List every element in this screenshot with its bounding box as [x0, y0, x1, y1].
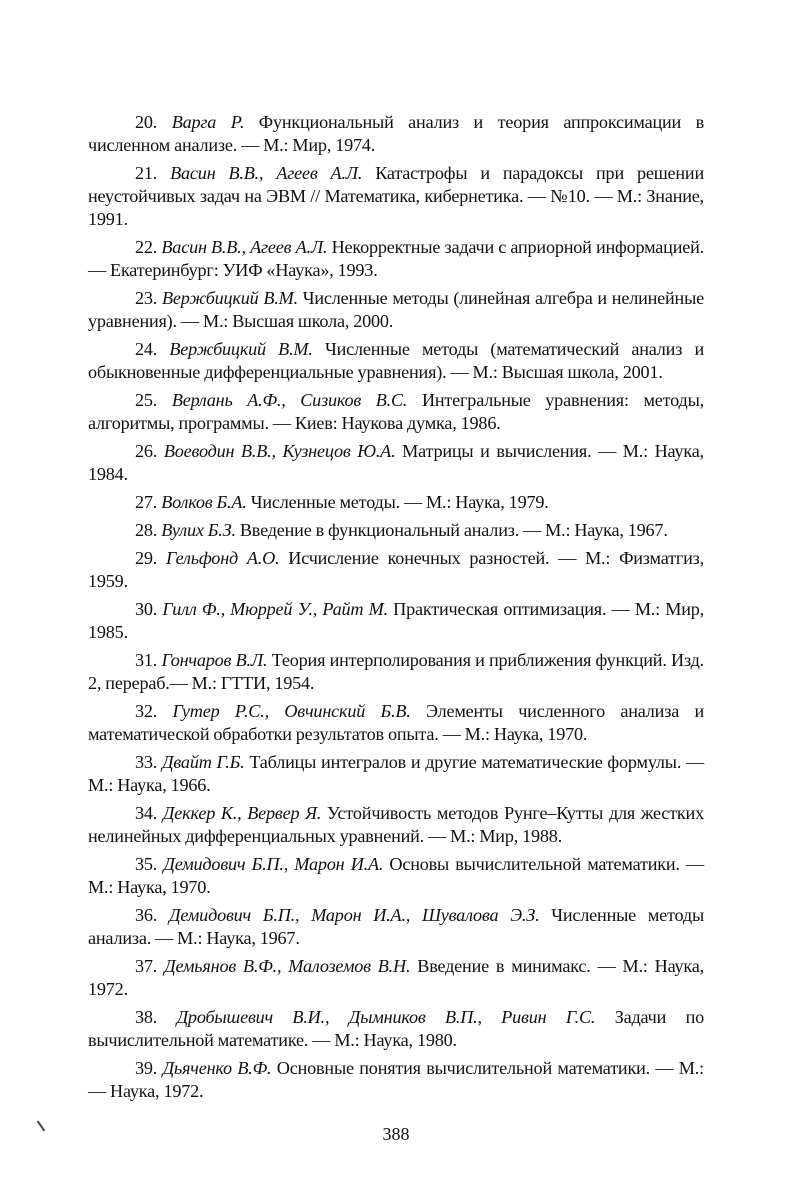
entry-text: Введение в функциональный анализ. — М.: Наука, 1967.	[235, 520, 668, 540]
entry-number: 21.	[135, 163, 158, 183]
entry-author: Васин В.В., Агеев А.Л.	[170, 163, 363, 183]
bibliography-entry-39	[88, 1057, 704, 1103]
entry-author: Вулих Б.З.	[161, 520, 236, 540]
entry-text: Основы вычислительной математики. — М.: Наука, 1970.	[88, 854, 704, 897]
entry-author: Гончаров В.Л.	[161, 650, 268, 670]
bibliography-entry-32	[88, 700, 704, 746]
entry-author: Волков Б.А.	[161, 492, 247, 512]
entry-text: Исчисление конечных разностей. — М.: Физматгиз, 1959.	[88, 548, 704, 591]
entry-text: Практическая оптимизация. — М.: Мир, 1985.	[88, 599, 704, 642]
bibliography-entry-22	[88, 236, 704, 282]
entry-text: Функциональный анализ и теория аппроксимации в численном анализе. — М.: Мир, 1974.	[88, 112, 705, 155]
bibliography-entry-21	[88, 162, 704, 231]
entry-author: Вержбицкий В.М.	[169, 339, 313, 359]
entry-author: Двайт Г.Б.	[161, 752, 245, 772]
entry-number: 39.	[135, 1058, 158, 1078]
entry-number: 35.	[135, 854, 158, 874]
entry-author: Гутер Р.С., Овчинский Б.В.	[172, 701, 411, 721]
entry-text: Введение в минимакс. — М.: Наука, 1972.	[88, 956, 704, 999]
entry-number: 34.	[135, 803, 158, 823]
entry-text: Основные понятия вычислительной математики. — М.: — Наука, 1972.	[88, 1058, 704, 1101]
bibliography-entry-29	[88, 547, 704, 593]
bibliography-entry-31	[88, 649, 704, 695]
entry-number: 37.	[135, 956, 158, 976]
entry-number: 28.	[135, 520, 158, 540]
entry-number: 26.	[135, 441, 158, 461]
entry-number: 29.	[135, 548, 158, 568]
bibliography-entry-25	[88, 389, 704, 435]
entry-text: Катастрофы и парадоксы при решении неустойчивых задач на ЭВМ // Математика, кибернетика. — №10. — М.: Знание, 1991.	[88, 163, 704, 229]
entry-number: 31.	[135, 650, 158, 670]
entry-number: 33.	[135, 752, 158, 772]
entry-author: Варга Р.	[171, 112, 245, 132]
entry-author: Дробышевич В.И., Дымников В.П., Ривин Г.С.	[176, 1007, 596, 1027]
bibliography-entry-30	[88, 598, 704, 644]
bibliography-list	[88, 111, 704, 1103]
entry-number: 36.	[135, 905, 158, 925]
entry-number: 25.	[135, 390, 158, 410]
entry-number: 24.	[135, 339, 158, 359]
entry-author: Гельфонд А.О.	[166, 548, 280, 568]
entry-text: Численные методы (линейная алгебра и нелинейные уравнения). — М.: Высшая школа, 2000.	[88, 288, 704, 331]
bibliography-entry-34	[88, 802, 704, 848]
entry-number: 32.	[135, 701, 158, 721]
entry-author: Васин В.В., Агеев А.Л.	[161, 237, 328, 257]
entry-number: 38.	[135, 1007, 158, 1027]
entry-number: 23.	[135, 288, 158, 308]
entry-number: 30.	[135, 599, 158, 619]
bibliography-entry-20	[88, 111, 704, 157]
bibliography-entry-35	[88, 853, 704, 899]
entry-text: Численные методы анализа. — М.: Наука, 1967.	[88, 905, 704, 948]
entry-author: Верлань А.Ф., Сизиков В.С.	[171, 390, 408, 410]
bibliography-entry-23	[88, 287, 704, 333]
entry-author: Воеводин В.В., Кузнецов Ю.А.	[163, 441, 396, 461]
entry-author: Гилл Ф., Мюррей У., Райт М.	[162, 599, 388, 619]
entry-number: 20.	[135, 112, 158, 132]
bibliography-entry-24	[88, 338, 704, 384]
entry-number: 22.	[135, 237, 158, 257]
entry-author: Демьянов В.Ф., Малоземов В.Н.	[164, 956, 411, 976]
entry-author: Демидович Б.П., Марон И.А.	[163, 854, 384, 874]
entry-text: Некорректные задачи с априорной информацией. — Екатеринбург: УИФ «Наука», 1993.	[88, 237, 704, 280]
bibliography-entry-26	[88, 440, 704, 486]
bibliography-entry-33	[88, 751, 704, 797]
page-number: 388	[382, 1124, 410, 1144]
entry-text: Устойчивость методов Рунге–Кутты для жестких нелинейных дифференциальных уравнений. — М.: Мир, 1988.	[88, 803, 704, 846]
entry-number: 27.	[135, 492, 158, 512]
entry-text: Численные методы (математический анализ и обыкновенные дифференциальные уравнения). — М.: Высшая школа, 2001.	[88, 339, 704, 382]
bibliography-entry-27	[88, 491, 704, 514]
bibliography-entry-36	[88, 904, 704, 950]
bibliography-entry-28	[88, 519, 704, 542]
entry-text: Численные методы. — М.: Наука, 1979.	[246, 492, 549, 512]
entry-text: Таблицы интегралов и другие математические формулы. — М.: Наука, 1966.	[88, 752, 704, 795]
entry-author: Демидович Б.П., Марон И.А., Шувалова Э.З.	[168, 905, 540, 925]
entry-author: Вержбицкий В.М.	[162, 288, 298, 308]
bibliography-entry-37	[88, 955, 704, 1001]
entry-text: Задачи по вычислительной математике. — М.: Наука, 1980.	[88, 1007, 704, 1050]
entry-text: Матрицы и вычисления. — М.: Наука, 1984.	[88, 441, 704, 484]
entry-author: Дьяченко В.Ф.	[162, 1058, 272, 1078]
entry-text: Теория интерполирования и приближения функций. Изд. 2, перераб.— М.: ГТТИ, 1954.	[88, 650, 704, 693]
entry-author: Деккер К., Вервер Я.	[162, 803, 322, 823]
bibliography-entry-38	[88, 1006, 704, 1052]
entry-text: Элементы численного анализа и математической обработки результатов опыта. — М.: Наука, 1970.	[88, 701, 704, 744]
entry-text: Интегральные уравнения: методы, алгоритмы, программы. — Киев: Наукова думка, 1986.	[88, 390, 704, 433]
